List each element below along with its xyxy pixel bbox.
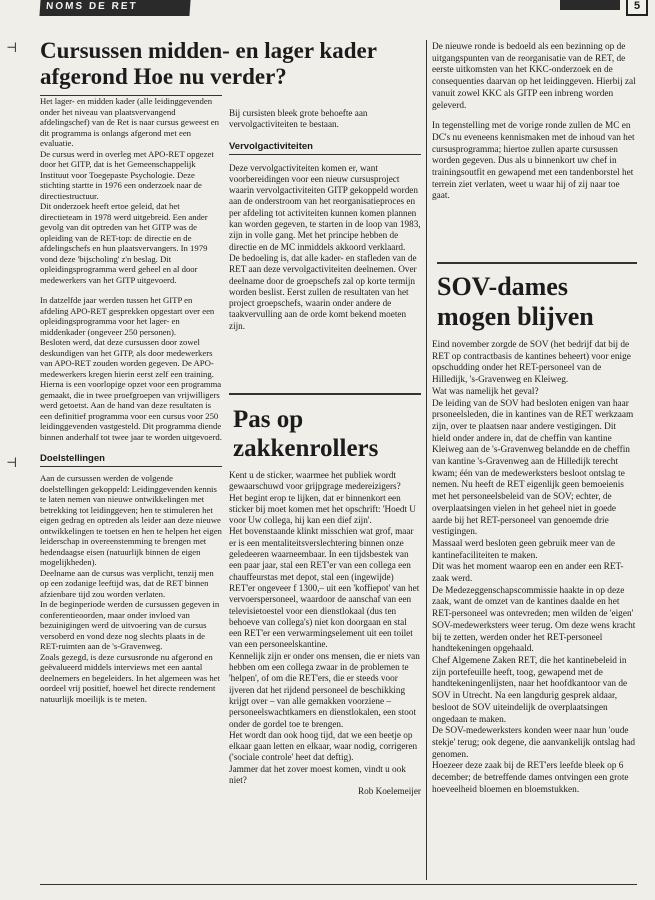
paragraph: Kent u de sticker, waarmee het publiek wordt gewaarschuwd voor grijpgrage medereizigers? xyxy=(229,470,401,492)
section-heading-doelstellingen: Doelstellingen xyxy=(40,453,222,467)
paragraph: In datzelfde jaar werden tussen het GITP en afdeling APO-RET gesprekken opgestart over een opleidingsprogramma voor het lager- en middenkader (ongeveer 250 personen). xyxy=(40,295,215,337)
article-vervolg-column xyxy=(229,108,421,332)
paragraph: Dit onderzoek heeft ertoe geleid, dat het directieteam in 1978 werd uitgebreid. Een ander gevolg van dit optreden van het GITP was de opleiding van de RET-top: de directie en de afdelingschefs en hun plaatsvervangers. In 1979 vond deze 'bijscholing' z'n beslag. Dit opleidingsprogramma werd geheel en al door medewerkers van het GITP uitgevoerd. xyxy=(40,201,208,285)
paragraph: Dit was het moment waarop een en ander een RET-zaak werd. xyxy=(432,562,624,585)
paragraph: In tegenstelling met de vorige ronde zullen de MC en DC's nu eveneens kennismaken met de inhoud van het cursusprogramma; hiertoe zullen aparte cursussen worden gegeven. Dus als u binnenkort uw chef in trainingsoutfit en gewapend met een tandenborstel het terrein ziet verlaten, weet u waar hij of zij naar toe gaat. xyxy=(432,121,635,202)
paragraph: Chef Algemene Zaken RET, die het kantinebeleid in zijn portefeuille heeft, toog, gewapend met de handtekeningenlijsten, naar het hoofdkantoor van de SOV in Utrecht. Na een langdurig gesprek aldaar, besloot de SOV uiteindelijk de overplaatsingen ongedaan te maken. xyxy=(432,655,628,725)
binder-hole-mark-icon: ⊣ xyxy=(6,40,18,55)
paragraph: Bij cursisten bleek grote behoefte aan vervolgactiviteiten te bestaan. xyxy=(229,108,368,130)
paragraph: Het begint erop te lijken, dat er binnenkort een sticker bij moet komen met het opschrift: 'Hoedt U voor Uw collega, hij kan een dief zijn'. xyxy=(229,492,416,526)
article-zakkenrollers-column xyxy=(229,470,421,798)
paragraph: Wat was namelijk het geval? xyxy=(432,386,539,397)
page-number: 5 xyxy=(626,0,648,16)
paragraph: De Medezeggenschapscommissie haakte in op deze zaak, want de omzet van de kantines daalde en het RET-personeel was ontevreden; men wilden de 'eigen' SOV-medewerksters weer terug. Om deze wens kracht bij te zetten, werden onder het RET-personeel handtekeningen opgehaald. xyxy=(432,585,636,655)
page-bottom-rule xyxy=(40,884,637,885)
paragraph: Het wordt dan ook hoog tijd, dat we een beetje op elkaar gaan letten en elkaar, waar nodig, corrigeren ('sociale controle' heet dat deftig). xyxy=(229,729,418,763)
masthead-bar: NOMS DE RET xyxy=(39,0,190,16)
paragraph: Het lager- en midden kader (alle leidinggevenden onder het niveau van plaatsvervangend afdelingschef) van de Ret is naar cursus geweest en dit programma is onlangs afgerond met een evaluatie. xyxy=(40,96,219,148)
article-headline-cursussen: Cursussen midden- en lager kader afgerond Hoe nu verder? xyxy=(40,38,377,89)
article-vervolg-continued-column xyxy=(432,42,636,203)
paragraph: In de beginperiode werden de cursussen gegeven in conferentieoorden, maar onder invloed van bezuinigingen werd de uitvoering van de cursus versoberd en vond deze nog slechts plaats in de RET-ruimten aan de 's-Gravenweg. xyxy=(40,599,220,651)
paragraph: De cursus werd in overleg met APO-RET opgezet door het GITP, dat is het Gemeenschappelijk Instituut voor Toegepaste Psychologie. Deze stichting startte in 1976 een onderzoek naar de directiestructuur. xyxy=(40,148,214,201)
paragraph: Aan de cursussen werden de volgende doelstellingen gekoppeld: Leidinggevenden kennis te laten nemen van nieuwe ontwikkelingen met betrekking tot leidinggeven; hen te stimuleren het eigen gedrag en optreden als leider aan deze nieuwe ontwikkelingen te toetsen en hen te helpen het eigen leiderschap in overeenstemming te brengen met hedendaagse eisen (natuurlijk binnen de eigen mogelijkheden). xyxy=(40,473,222,567)
article-headline-zakkenrollers: Pas op zakkenrollers xyxy=(233,406,379,462)
paragraph: Jammer dat het zover moest komen, vindt u ook niet? xyxy=(229,763,406,786)
paragraph: Deze vervolgactiviteiten komen er, want voorbereidingen voor een nieuw cursusproject waarin vervolgactiviteiten GITP gekoppeld worden aan de onderstroom van het reorganisatieproces en per afdeling tot activiteiten kunnen komen plannen kan worden gegeven, te starten in de loop van 1983, zijn in volle gang. Met het principe hebben de directie en de MC inmiddels akkoord verklaard. xyxy=(229,162,421,252)
masthead-right-bar xyxy=(560,0,620,10)
article-divider xyxy=(437,262,637,264)
paragraph: De bedoeling is, dat alle kader- en stafleden van de RET aan deze vervolgactiviteiten deelnemen. Over deelname door de groepschefs zal op korte termijn worden beslist. Eerst zullen de resultaten van het project groepschefs, waarin onder andere de taakvervulling aan de orde komt bekend moeten zijn. xyxy=(229,252,417,331)
paragraph: Kennelijk zijn er onder ons mensen, die er niets van hebben om een collega zwaar in de problemen te 'helpen', of om die RET'ers, die er steeds voor ijveren dat het rijdend personeel de beschikking krijgt over – van alle gemakken voorziene – personeelswachtkamers en dienstlokalen, een stoot onder de gordel toe te brengen. xyxy=(229,650,420,729)
paragraph: Het bovenstaande klinkt misschien wat grof, maar er is een mentaliteitsverslechtering binnen onze geledeeren waarneembaar. In een tijdsbestek van een paar jaar, stal een RET'er van een collega een chauffeurstas met depot, stal een (ingewijde) RET'er ongeveer f 1300,– uit een 'koffiepot' van het vervoerspersoneel, waardoor de aanschaf van een televisietoestel voor een dienstlokaal (dus ten behoeve van collega's) niet kon doorgaan en stal een RET'er een verwarmingselement uit een toilet van een personeelskantine. xyxy=(229,526,420,650)
paragraph: Massaal werd besloten geen gebruik meer van de kantinefaciliteiten te maken. xyxy=(432,538,616,561)
article-sov-column xyxy=(432,340,636,796)
article-divider xyxy=(229,393,421,395)
article-author: Rob Koelemeijer xyxy=(357,786,421,797)
paragraph: Hoezeer deze zaak bij de RET'ers leefde bleek op 6 december; de betreffende dames ontvingen een grote hoeveelheid bloemen en bloemstukken. xyxy=(432,761,629,795)
section-heading-vervolgactiviteiten: Vervolgactiviteiten xyxy=(229,141,421,155)
paragraph: Deelname aan de cursus was verplicht, tenzij men op een zodanige leeftijd was, dat de RET binnen afzienbare tijd zou worden verlaten. xyxy=(40,567,214,599)
binder-hole-mark-icon: ⊣ xyxy=(6,455,18,470)
paragraph: De leiding van de SOV had besloten enigen van haar prsoneelsleden, die in kantines van de RET werkzaam zijn, over te plaatsen naar andere vestigingen. Dit hield onder andere in, dat de cheffin van kantine Kleiweg aan de 's-Gravenweg belandde en de cheffin van kantine 's-Gravenweg aan de Hilledijk terecht kwam; één van de medewerksters besloot ontslag te nemen. Nu heeft de RET eigenlijk geen bemoeienis met het personeelsbeleid van de SOV; echter, de overplaatsingen vielen in het geheel niet in goede aarde bij het RET-personeel van genoemde drie vestigingen. xyxy=(432,398,634,538)
paragraph: Eind november zorgde de SOV (het bedrijf dat bij de RET op contractbasis de kantines beheert) voor enige opschudding onder het RET-personeel van de Hilledijk, 's-Gravenweg en Kleiweg. xyxy=(432,340,631,386)
paragraph: Zoals gezegd, is deze cursusronde nu afgerond en geëvalueerd middels interviews met een aantal deelnemers en begeleiders. In het algemeen was het oordeel vrij positief, hoewel het directe rendement natuurlijk moeilijk is te meten. xyxy=(40,651,220,704)
article-headline-sov-dames: SOV-dames mogen blijven xyxy=(437,272,594,331)
paragraph: Besloten werd, dat deze cursussen door zowel deskundigen van het GITP, als door medewerkers van APO-RET zouden worden gegeven. De APO-medewerkers kregen hierin eerst zelf een training. Hierna is een voorlopige opzet voor een programma gemaakt, die in twee proefgroepen van vrijwilligers werd getoetst. Aan de hand van deze resultaten is een definitief programma voor een cursus voor 250 leidinggevenden vastgesteld. Dit programma diende binnen anderhalf tot twee jaar te worden uitgevoerd. xyxy=(40,337,222,442)
column-separator xyxy=(426,40,427,880)
paragraph: De SOV-medewerksters konden weer naar hun 'oude stekje' terug; ook degene, die aanvankelijk ontslag had genomen. xyxy=(432,726,636,760)
article-cursussen-column xyxy=(40,96,222,704)
paragraph: De nieuwe ronde is bedoeld als een bezinning op de uitgangspunten van de reorganisatie van de RET, de eerste uitkomsten van het KKC-onderzoek en de consequenties daarvan op het leidinggeven. Hierbij zal vanuit zowel KKC als GITP een inbreng worden geleverd. xyxy=(432,42,636,111)
